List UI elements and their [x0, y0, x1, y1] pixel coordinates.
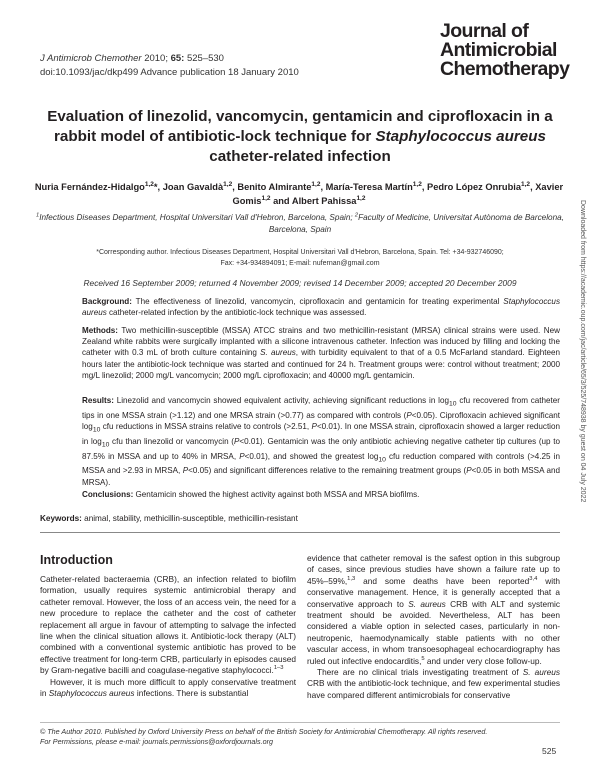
author-2: *, Joan Gavaldà — [153, 182, 224, 192]
citation-sup: 1–3 — [273, 665, 284, 672]
keywords-label: Keywords: — [40, 514, 82, 523]
para-text: and some deaths have been reported — [355, 575, 530, 586]
logo-line-1: Journal of — [440, 20, 529, 42]
corresponding-line-2: Fax: +34-934894091; E-mail: nufernan@gmail.com — [220, 260, 380, 267]
affiliations — [36, 212, 564, 236]
affiliation-num: 2 — [354, 212, 359, 219]
abstract-text: The effectiveness of linezolid, vancomycin, ciprofloxacin and gentamicin for treating experimental — [131, 297, 504, 306]
citation-block — [40, 52, 299, 80]
doi-line: doi:10.1093/jac/dkp499 Advance publication 18 January 2010 — [40, 67, 299, 78]
abstract-results — [82, 395, 560, 488]
permissions-line: For Permissions, please e-mail: journals.permissions@oxfordjournals.org — [40, 737, 273, 746]
author-sup: 1,2 — [412, 180, 422, 188]
journal-logo — [440, 22, 569, 79]
citation-sup: 5 — [421, 655, 425, 662]
citation-sup: 3,4 — [529, 576, 538, 583]
affiliation-2: Faculty of Medicine, Universitat Autònoma de Barcelona, Barcelona, Spain — [268, 213, 564, 234]
para-text: and under very close follow-up. — [424, 655, 542, 666]
keywords-text: animal, stability, methicillin-susceptible, methicillin-resistant — [81, 514, 298, 523]
author-sup: 1,2 — [356, 194, 366, 202]
journal-abbrev: J Antimicrob Chemother — [40, 53, 142, 64]
p-symbol: P — [311, 422, 317, 432]
author-1: Nuria Fernández-Hidalgo — [34, 182, 145, 192]
received-dates: Received 16 September 2009; returned 4 November 2009; revised 14 December 2009; accepted 20 December 2009 — [83, 278, 517, 288]
download-note: Downloaded from https://academic.oup.com/jac/article/65/3/525/748938 by guest on 04 July 2022 — [579, 200, 586, 503]
abstract-text: cfu reductions in MSSA strains relative to controls (>2.51, — [100, 422, 312, 432]
abstract-background — [82, 296, 560, 318]
corresponding-line-1: *Corresponding author. Infectious Diseases Department, Hospital Universitari Vall d'Hebron, Barcelona, Spain. Tel: +34-932746090; — [96, 249, 504, 256]
footer-divider — [40, 722, 560, 723]
corresponding-author — [36, 247, 564, 269]
subscript: 10 — [378, 456, 386, 464]
title-italic: Staphylococcus aureus — [375, 128, 546, 145]
year: 2010; — [144, 53, 168, 64]
para-text: with conservative management. Hence, it is generally accepted that a conservative approach to — [307, 575, 560, 609]
para-text: infections. There is substantial — [134, 688, 249, 699]
introduction-heading: Introduction — [40, 553, 113, 567]
author-3: , Benito Almirante — [232, 182, 312, 192]
abstract-text: catheter-related infection by the antibiotic-lock technique was assessed. — [106, 308, 367, 318]
title-part-1: Evaluation of linezolid, vancomycin, gentamicin and ciprofloxacin in a rabbit model of antibiotic-lock technique for — [47, 108, 553, 145]
p-symbol: P — [466, 466, 472, 476]
author-sup: 1,2 — [521, 180, 531, 188]
intro-paragraph-1 — [40, 574, 296, 677]
abstract-text: cfu reduction compared with controls (>4.25 in MSSA and >2.93 in MRSA, — [82, 451, 560, 476]
intro-left-column — [40, 574, 296, 699]
section-label: Conclusions: — [82, 490, 134, 499]
para-text: Catheter-related bacteraemia (CRB), an infection related to biofilm formation, usually requires systemic antimicrobial therapy and catheter removal. However, the loss of an access vein, the need for a new procedure to replace the catheter and the cost of catheter replacement all argue in favour of attempting to salvage the infected line when the clinical situation allows it. Antibiotic-lock therapy (ALT) combined with a conventional systemic antibiotic has proved to be effective treatment for long-term CRB, particularly in episodes caused by Gram-negative bacilli and coagulase-negative staphylococci. — [40, 574, 296, 676]
author-6: , Xavier Gomis — [232, 182, 564, 206]
subscript: 10 — [101, 441, 110, 449]
intro-paragraph-2 — [40, 677, 296, 700]
subscript: 10 — [448, 400, 457, 408]
affiliation-num: 1 — [36, 212, 40, 219]
author-4: , María-Teresa Martín — [320, 182, 413, 192]
author-7: and Albert Pahissa — [270, 196, 357, 206]
abstract-text: <0.05) and significant differences relative to the remaining treatment groups ( — [188, 466, 467, 476]
p-symbol: P — [239, 451, 245, 461]
author-sup: 1,2 — [144, 180, 154, 188]
section-label: Methods: — [82, 326, 118, 335]
volume: 65: — [170, 53, 185, 64]
abstract-text: <0.01), and showed the greatest log — [244, 451, 379, 461]
affiliation-1: Infectious Diseases Department, Hospital Universitari Vall d'Hebron, Barcelona, Spain; — [39, 213, 355, 222]
abstract-text: <0.01). Gentamicin was the only antibiotic achieving negative catheter tip cultures (up to 87.5% in MSSA and up to 40% in MRSA, — [82, 436, 560, 461]
abstract-italic: Staphylococcus aureus — [82, 297, 560, 318]
divider — [40, 532, 560, 533]
para-text: CRB with ALT and systemic treatment should be avoided. Nevertheless, ALT has been considered a viable option in selected cases, particularly in non-neutropenic, haemodynamically stable patients with no other vascular access, in whom transoesophageal echocardiography has ruled out infective endocarditis, — [307, 598, 560, 666]
author-sup: 1,2 — [223, 180, 233, 188]
abstract-conclusions — [82, 489, 560, 500]
author-5: , Pedro López Onrubia — [421, 182, 522, 192]
para-italic: S. aureus — [408, 598, 446, 609]
abstract-italic: S. aureus — [260, 348, 296, 358]
abstract-text: cfu than linezolid or vancomycin ( — [109, 436, 234, 446]
abstract-text: <0.05 in both MSSA and MRSA). — [82, 466, 560, 487]
intro-paragraph-4 — [307, 667, 560, 701]
authors — [34, 180, 564, 208]
copyright-line: © The Author 2010. Published by Oxford University Press on behalf of the British Society for Antimicrobial Chemotherapy. All rights reserved. — [40, 727, 488, 736]
intro-paragraph-3 — [307, 553, 560, 667]
keywords — [40, 514, 298, 523]
abstract-text: Two methicillin-susceptible (MSSA) ATCC strains and two methicillin-resistant (MRSA) clinical strains were used. New Zealand white rabbits were surgically implanted with a silicone intravenous catheter. Infection was induced by filling and locking the catheter with 0.3 mL of broth culture containing — [82, 326, 560, 358]
p-symbol: P — [182, 466, 189, 476]
abstract-methods — [82, 325, 560, 381]
intro-right-column — [307, 553, 560, 701]
copyright-footer — [40, 727, 487, 747]
abstract-text: , with turbidity equivalent to that of a 0.5 McFarland standard. Eighteen hours later the antibiotic-lock technique was started and continued for 24 h. Treatment groups were: control without treatment; 2000 mg/L linezolid; 2000 mg/L vancomycin; 2000 mg/L ciprofloxacin; and 40000 mg/L gentamicin. — [82, 348, 560, 380]
author-sup: 1,2 — [311, 180, 321, 188]
section-label: Results: — [82, 396, 114, 405]
author-sup: 1,2 — [261, 194, 271, 202]
para-text: There are no clinical trials investigating treatment of — [317, 667, 523, 678]
para-text: However, it is much more difficult to apply conservative treatment in — [40, 676, 296, 699]
download-sidebar — [574, 200, 588, 650]
article-title — [30, 107, 570, 167]
title-part-2: catheter-related infection — [209, 148, 391, 165]
para-italic: S. aureus — [522, 667, 561, 678]
section-label: Background: — [82, 297, 132, 306]
para-italic: Staphylococcus aureus — [48, 688, 135, 699]
abstract-text: cfu recovered from catheter tips in one MSSA strain (>1.12) and one MRSA strain (>0.77) as compared with controls ( — [82, 396, 561, 420]
p-symbol: P — [406, 410, 412, 420]
p-symbol: P — [233, 436, 240, 446]
abstract-text: Gentamicin showed the highest activity against both MSSA and MRSA biofilms. — [133, 490, 420, 499]
abstract-text: <0.01). In one MSSA strain, ciprofloxacin showed a larger reduction in log — [82, 422, 560, 446]
subscript: 10 — [92, 426, 101, 434]
page-number: 525 — [542, 746, 557, 756]
logo-line-2: Antimicrobial — [440, 39, 557, 61]
abstract-text: <0.05). Ciprofloxacin achieved significant log — [82, 410, 561, 432]
pages: 525–530 — [186, 53, 224, 64]
abstract-text: Linezolid and vancomycin showed equivalent activity, achieving significant reductions in log — [113, 396, 449, 405]
para-text: evidence that catheter removal is the safest option in this subgroup of cases, since previous studies have shown a failure rate up to 45%–59%, — [307, 553, 560, 586]
citation-sup: 1,3 — [347, 576, 356, 583]
para-text: CRB with the antibiotic-lock technique, and few experimental studies have compared different antimicrobials for conservative — [307, 678, 560, 700]
citation-line — [40, 52, 299, 66]
logo-line-3: Chemotherapy — [440, 58, 570, 80]
